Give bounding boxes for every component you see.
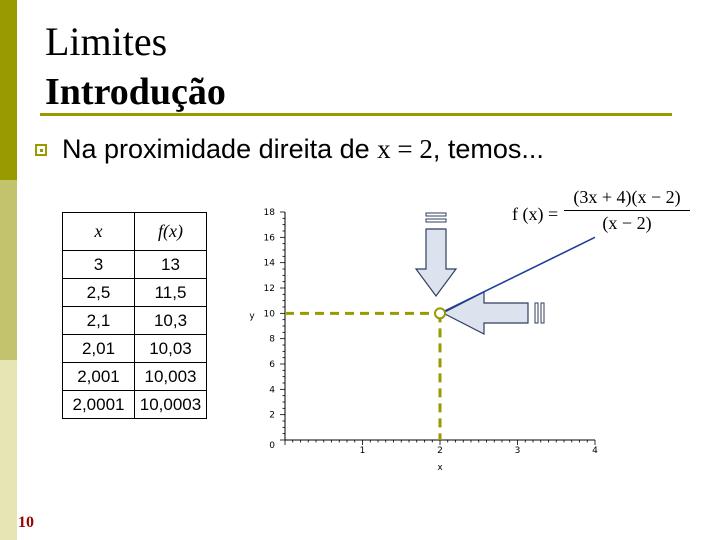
table-cell: 13 — [135, 251, 207, 279]
sidebar-band-bottom — [0, 360, 17, 540]
table-header-x: x — [63, 213, 135, 251]
y-axis-label: y — [249, 311, 255, 322]
function-plot — [240, 195, 620, 480]
y-tick-label: 4 — [269, 385, 275, 396]
table-cell: 2,1 — [63, 307, 135, 335]
table-cell: 2,5 — [63, 279, 135, 307]
table-cell: 3 — [63, 251, 135, 279]
table-cell: 2,0001 — [63, 391, 135, 419]
x-tick-label: 2 — [437, 446, 443, 456]
x-axis-label: x — [437, 463, 443, 473]
table-header-fx: f(x) — [135, 213, 207, 251]
table-cell: 2,001 — [63, 363, 135, 391]
y-tick-label: 8 — [269, 334, 275, 345]
y-tick-label: 18 — [263, 208, 275, 218]
slide-subtitle: Introdução — [45, 71, 226, 113]
sidebar-band-top — [0, 0, 17, 180]
table-cell: 10,0003 — [135, 391, 207, 419]
y-tick-label: 10 — [263, 309, 275, 320]
bullet-square-icon — [35, 144, 47, 156]
y-tick-label: 16 — [263, 233, 275, 244]
bullet-math: x = 2 — [377, 134, 433, 164]
title-underline — [40, 113, 672, 116]
bullet-text — [62, 134, 544, 165]
bullet-text-after: , temos... — [432, 134, 544, 164]
function-line — [440, 237, 595, 313]
bullet-text-before: Na proximidade direita de — [62, 134, 378, 164]
table-row — [63, 251, 207, 279]
left-arrow-icon — [443, 292, 544, 334]
slide-title: Limites — [45, 19, 168, 64]
table-cell: 10,3 — [135, 307, 207, 335]
x-tick-label: 3 — [514, 446, 521, 456]
table-row — [63, 279, 207, 307]
down-arrow-icon — [416, 213, 456, 296]
sidebar-band-middle — [0, 180, 17, 360]
y-tick-label: 12 — [263, 284, 275, 294]
table-row — [63, 307, 207, 335]
table-header-row — [63, 213, 207, 251]
formula-numerator: (3x + 4)(x − 2) — [573, 187, 681, 207]
table-cell: 10,03 — [135, 335, 207, 363]
formula-denominator: (x − 2) — [602, 213, 652, 233]
table-row — [63, 335, 207, 363]
page-number: 10 — [18, 514, 34, 531]
formula-lhs: f (x) = — [512, 204, 559, 224]
x-tick-label: 1 — [359, 446, 366, 456]
table-cell: 11,5 — [135, 279, 207, 307]
table-row — [63, 363, 207, 391]
table-cell: 10,003 — [135, 363, 207, 391]
y-tick-label: 14 — [263, 258, 275, 269]
x-tick-label: 4 — [592, 446, 598, 456]
open-point-marker — [435, 308, 445, 318]
y-tick-label: 2 — [269, 410, 275, 421]
table-row — [63, 391, 207, 419]
values-table — [62, 212, 207, 419]
y-tick-label: 0 — [269, 441, 275, 451]
y-tick-label: 6 — [269, 360, 275, 370]
table-cell: 2,01 — [63, 335, 135, 363]
